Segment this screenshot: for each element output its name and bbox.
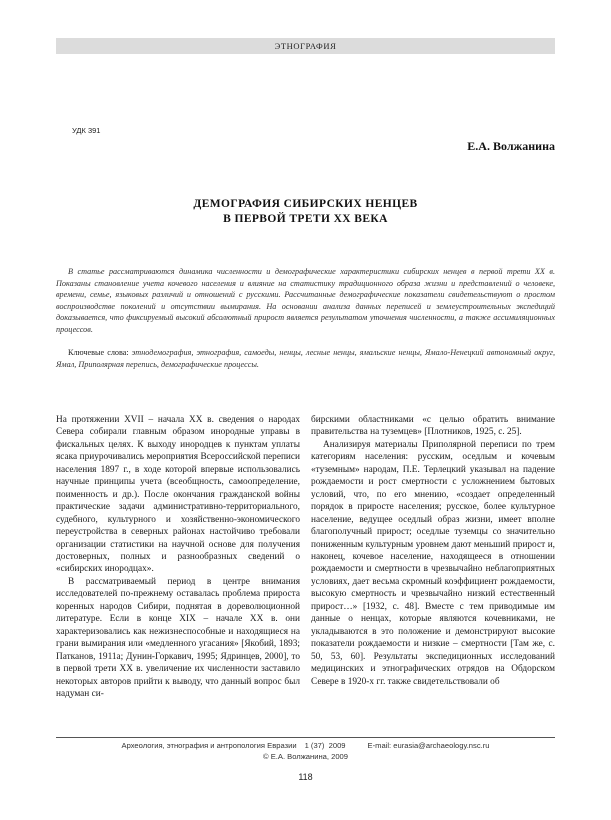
article-title-line-2: В ПЕРВОЙ ТРЕТИ XX ВЕКА [223,213,388,225]
journal-issue: 1 (37) 2009 [304,741,346,750]
journal-email: E-mail: eurasia@archaeology.nsc.ru [367,741,490,750]
paragraph: На протяжении XVII – начала XX в. сведения о народах Севера собирали главным образом инородные управы в фискальных целях. К выходу инородцев к пунктам уплаты ясака приурочивались мероприятия Всероссийской переписи населения 1897 г., в ходе которой впервые использовались научные принципы учета (всеобщность, самоопределение, поименность и др.). После окончания гражданской войны практические задачи административно-территориального, судебного, культурного и хозяйственно-экономического переустройства в северных районах настойчиво требовали организации статистики на научной основе для получения достоверных, полных и разнообразных сведений о «сибирских инородцах». [56,415,300,575]
keywords-list: этнодемография, этнография, самоеды, ненцы, лесные ненцы, ямальские ненцы, Ямало-Ненецкий автономный округ, Ямал, Приполярная перепись, демографические процессы. [56,348,555,369]
copyright: © Е.А. Волжанина, 2009 [263,752,348,761]
author-name: Е.А. Волжанина [467,139,555,153]
footer-divider [56,737,555,738]
journal-name: Археология, этнография и антропология Евразии [121,741,297,750]
page-number: 118 [298,772,313,782]
paragraph: Анализируя материалы Приполярной переписи по трем категориям населения: русским, оседлым и кочевым «туземным» народам, П.Е. Терлецкий указывал на падение рождаемости и рост смертности с усложнением бытовых условий, что, по его мнению, «создает определенный порядок в приросте населения; русское, более культурное население, ведущее оседлый образ жизни, имеет вполне благополучный прирост; оседлые туземцы со значительно пониженным культурным уровнем дают меньший прирост и, наконец, кочевое население, находящееся в отношении рождаемости и смертности в чрезвычайно неблагоприятных условиях, дает весьма скромный коэффициент рождаемости, высокую смертность и чрезвычайно низкий естественный прирост…» [1932, с. 48]. Вместе с тем приводимые им данные о ненцах, которые являются кочевниками, не укладываются в это положение и демонстрируют высокие показатели рождаемости и низкие – смертности [Там же, с. 50, 53, 60]. Результаты экспедиционных исследований медицинских и этнографических отрядов на Обдорском Севере в 1920-х гг. также свидетельствовали об [311,439,555,687]
keywords [56,347,555,370]
udk-code: УДК 391 [72,126,101,135]
article-title [56,197,555,227]
keywords-label: Ключевые слова: [68,348,132,357]
abstract: В статье рассматриваются динамика численности и демографические характеристики сибирских ненцев в первой трети XX в. Показаны становление учета кочевого населения и влияние на статистику традиционного образа жизни и представлений о человеке, времени, семье, языковых различий и отношений с русскими. Рассчитанные демографические показатели свидетельствуют о простом воспроизводстве поколений и отсутствии вымирания. На основании анализа данных переписей и землеустроительных экспедиций доказывается, что фиксируемый высокий абсолютный прирост является результатом уточнения численности, а также ассимиляционных процессов. [56,267,555,334]
paragraph: бирскими областниками «с целью обратить внимание правительства на туземцев» [Плотников, 1925, с. 25]. [311,415,555,438]
body-column-left [56,414,300,700]
article-title-line-1: ДЕМОГРАФИЯ СИБИРСКИХ НЕНЦЕВ [193,198,418,210]
footer-journal-line [56,741,555,750]
body-column-right [311,414,555,688]
paragraph: В рассматриваемый период в центре внимания исследователей по-прежнему оставалась проблема прироста коренных народов Сибири, поднятая в дореволюционной литературе. Если в конце XIX – начале XX в. они характеризовались как нежизнеспособные и находящиеся на грани вымирания или «медленного угасания» [Якобий, 1893; Патканов, 1911а; Дунин-Горкавич, 1995; Ядринцев, 2000], то в первой трети XX в. увеличение их численности заставило некоторых авторов прийти к выводу, что данный вопрос был надуман си- [56,576,300,699]
section-title: ЭТНОГРАФИЯ [274,41,337,51]
section-header-bar [56,38,555,54]
